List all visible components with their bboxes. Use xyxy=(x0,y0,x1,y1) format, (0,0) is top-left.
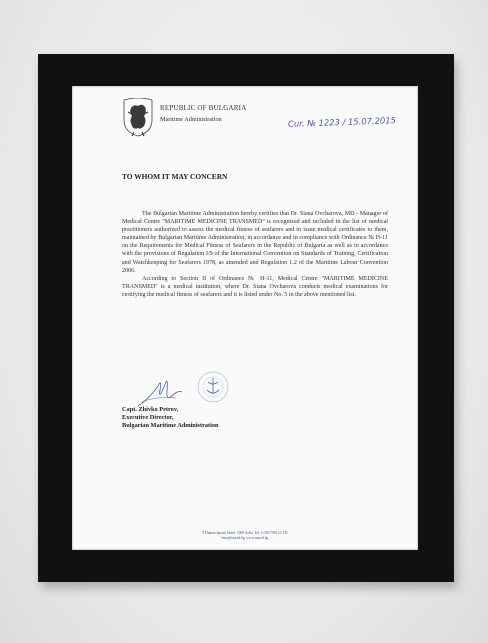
letterhead-agency: Maritime Administration xyxy=(160,116,222,123)
signature-icon xyxy=(136,376,184,410)
body-paragraph: The Bulgarian Maritime Administration hereby certifies that Dr. Siana Ovcharova, MD - Manager of Medical Centre "MARITIME MEDICINE TRANSMED" is recognized and included in the list of medical practitioners authorized to assess the medical fitness of seafarers and to issue medical certificates to them, maintained by Bulgarian Maritime Administration, in accordance and in compliance with Ordinance № H-11 on the Requirements for Medical Fitness of Seafarers in the Republic of Bulgaria as well as in accordance with the provisions of Regulation I/9 of the International Convention on Standards of Training, Certification and Watchkeeping for Seafarers 1978, as amended and Regulation 1.2 of the Maritime Labour Convention 2006. xyxy=(122,211,388,274)
document-title: TO WHOM IT MAY CONCERN xyxy=(122,172,228,181)
body-paragraph: According to Section II of Ordinance № H-11, Medical Centre "MARITIME MEDICINE TRANSMED" is a medical institution, where Dr. Siana Ovcharova conducts medical examinations for certifying the medical fitness of seafarers and it is listed under No. 5 in the above mentioned list. xyxy=(122,275,388,298)
signatory-position: Executive Director, xyxy=(122,414,174,422)
signatory-organization: Bulgarian Maritime Administration xyxy=(122,422,219,430)
certificate-document xyxy=(72,86,418,550)
footer-address: 9 Diakon Ignatii Street, 1000 Sofia, Tel: (+359 700) 10 145 xyxy=(202,531,288,535)
document-body xyxy=(122,210,388,299)
footer-website-link[interactable]: www.marad.bg xyxy=(246,536,269,540)
official-stamp-icon xyxy=(196,370,230,404)
handwritten-registration-note: Cur. № 1223 / 15.07.2015 xyxy=(287,115,397,129)
coat-of-arms-icon xyxy=(120,98,156,138)
signatory-block xyxy=(122,406,219,431)
document-footer: 9 Diakon Ignatii Street, 1000 Sofia, Tel: (+359 700) 10 145 bma@marad.bg, www.marad.bg xyxy=(72,531,418,541)
letterhead-country: REPUBLIC OF BULGARIA xyxy=(160,104,247,112)
footer-email-link[interactable]: bma@marad.bg xyxy=(221,536,245,540)
signatory-name: Capt. Zhivko Petrov, xyxy=(122,406,179,413)
